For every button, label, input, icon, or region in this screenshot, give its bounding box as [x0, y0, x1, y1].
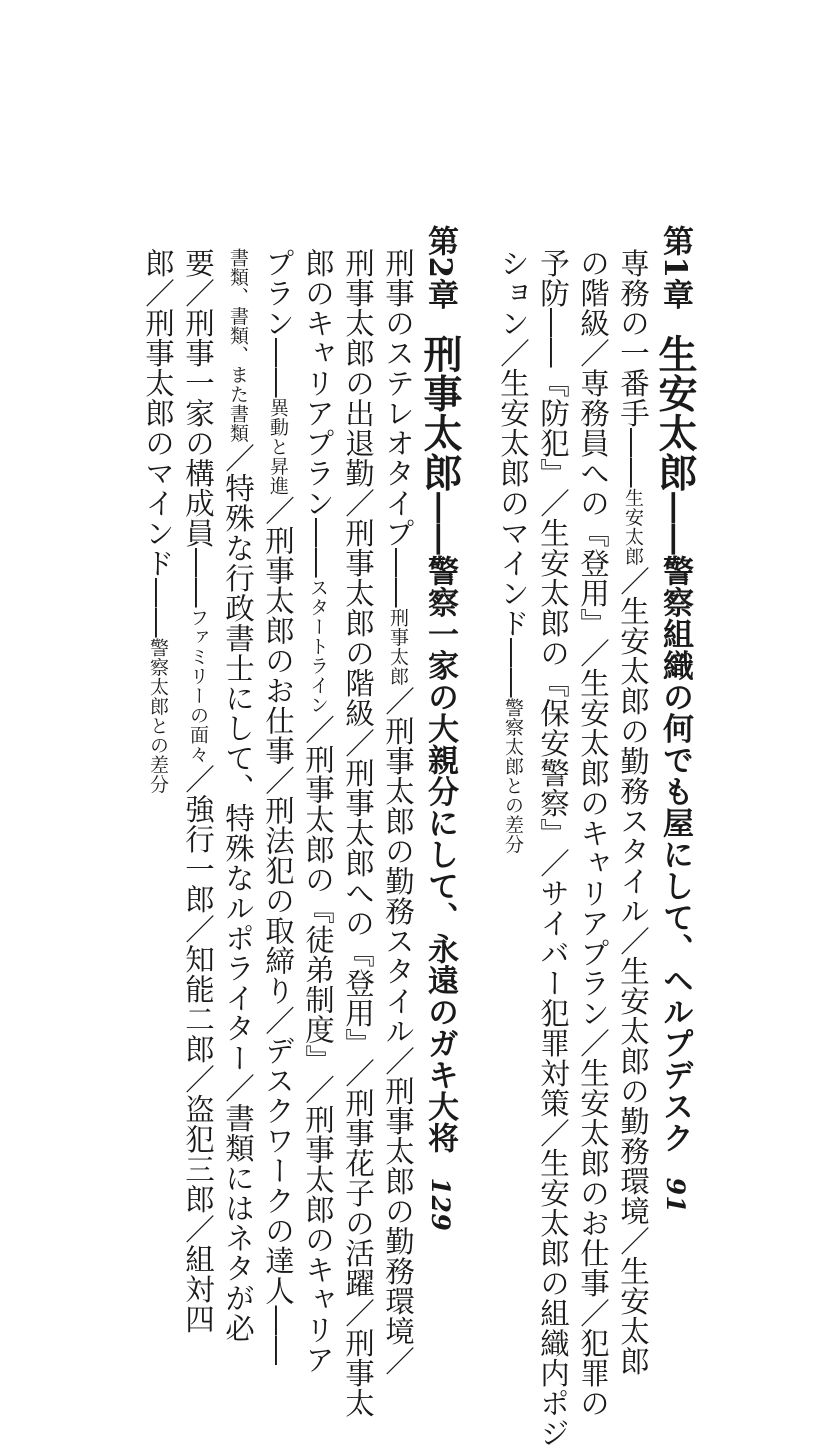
toc-subentry-text: ファミリーの面々 — [187, 608, 209, 764]
toc-subentry-text: 生安太郎 — [622, 488, 644, 566]
toc-entry-text: の階級／専務員への『登用』／生安太郎のキャリアプラン／生安太郎のお仕事／犯罪の — [576, 248, 610, 1418]
toc-subentry-text: 書類、書類、また書類 — [227, 248, 249, 443]
toc-entry-text: 郎のキャリアプラン―― — [301, 248, 335, 578]
chapter2-line — [338, 248, 378, 1418]
toc-subentry-text: 異動と昇進 — [267, 398, 289, 496]
toc-entry-text: ／刑事太郎のお仕事／刑法犯の取締り／デスクワークの達人―― — [261, 495, 295, 1366]
toc-entry-text: プラン―― — [261, 248, 295, 398]
chapter2-line — [258, 248, 298, 1366]
chapter2-line — [298, 248, 338, 1375]
chapter1-line — [573, 248, 613, 1418]
chapter1-heading-column — [652, 225, 698, 1214]
toc-subentry-text: 警察太郎との差分 — [147, 638, 169, 794]
chapter1-page-number[interactable]: 91 — [661, 1177, 690, 1214]
chapter1-line — [533, 248, 573, 1448]
chapter1-number: 第1章 — [657, 225, 693, 311]
toc-entry-text: 刑事太郎の出退勤／刑事太郎の階級／刑事太郎への『登用』／刑事花子の活躍／刑事太 — [341, 248, 375, 1418]
chapter2-number: 第2章 — [422, 225, 458, 311]
chapter2-page-number[interactable]: 129 — [426, 1177, 455, 1232]
chapter2-line — [138, 248, 178, 794]
toc-entry-text: ション／生安太郎のマインド―― — [496, 248, 530, 698]
chapter2-title: 刑事太郎 — [417, 334, 463, 493]
chapter1-line — [493, 248, 533, 854]
toc-entry-text: 刑事のステレオタイプ―― — [381, 248, 415, 608]
chapter2-subtitle: ――警察一家の大親分にして、永遠のガキ大将 — [422, 492, 458, 1154]
chapter2-line — [218, 248, 258, 1343]
toc-entry-text: ／生安太郎の勤務スタイル／生安太郎の勤務環境／生安太郎 — [616, 566, 650, 1376]
toc-subentry-text: 刑事太郎 — [387, 608, 409, 686]
toc-entry-text: 専務の一番手―― — [616, 248, 650, 488]
chapter1-title: 生安太郎 — [652, 334, 698, 493]
toc-entry-text: 郎／刑事太郎のマインド―― — [141, 248, 175, 638]
toc-entry-text: 予防――『防犯』／生安太郎の『保安警察』／サイバー犯罪対策／生安太郎の組織内ポジ — [536, 248, 570, 1448]
chapter2-heading-column — [417, 225, 463, 1232]
toc-entry-text: 要／刑事一家の構成員―― — [181, 248, 215, 608]
toc-entry-text: ／刑事太郎の『徒弟制度』／刑事太郎のキャリア — [301, 714, 335, 1375]
toc-entry-text: ／強行一郎／知能二郎／盗犯三郎／組対四 — [181, 764, 215, 1334]
toc-entry-text: ／刑事太郎の勤務スタイル／刑事太郎の勤務環境／ — [381, 686, 415, 1376]
chapter1-subtitle: ――警察組織の何でも屋にして、ヘルプデスク — [657, 492, 693, 1154]
chapter1-line — [613, 248, 653, 1376]
chapter2-line — [378, 248, 418, 1376]
toc-entry-text: ／特殊な行政書士にして、特殊なルポライター／書類にはネタが必 — [221, 443, 255, 1343]
toc-subentry-text: 警察太郎との差分 — [502, 698, 524, 854]
chapter2-line — [178, 248, 218, 1334]
toc-subentry-text: スタートライン — [307, 578, 329, 715]
